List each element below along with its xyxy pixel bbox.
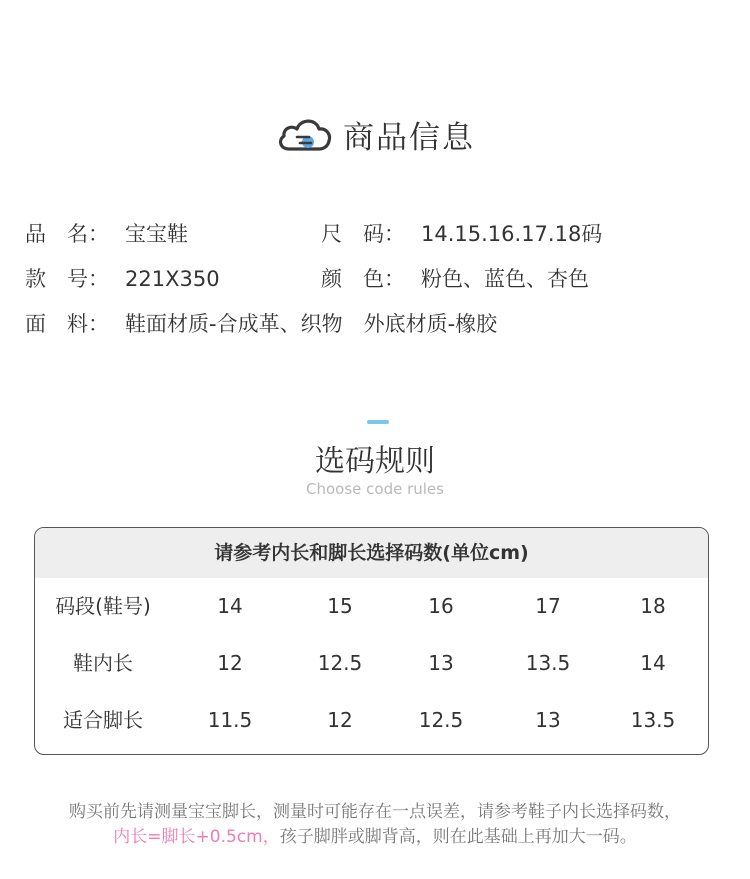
table-row — [35, 635, 708, 692]
table-cell: 12.5 — [317, 651, 363, 675]
size-table — [34, 527, 709, 755]
table-cell: 15 — [327, 594, 353, 618]
row-label: 码段(鞋号) — [55, 594, 151, 618]
size-field — [321, 220, 602, 248]
color-label: 颜 色： — [321, 267, 405, 291]
style-value: 221X350 — [125, 267, 220, 291]
table-cell: 17 — [535, 594, 561, 618]
table-row — [35, 692, 708, 749]
section-subtitle: Choose code rules — [306, 480, 444, 498]
name-value: 宝宝鞋 — [125, 222, 188, 246]
table-cell: 12.5 — [418, 708, 464, 732]
page-title: 商品信息 — [343, 120, 475, 156]
table-cell: 13.5 — [525, 651, 571, 675]
accent-bar — [367, 420, 389, 424]
inner-length-formula: 内长=脚长+0.5cm， — [113, 827, 280, 847]
info-row-material — [25, 310, 497, 338]
size-value: 14.15.16.17.18码 — [421, 222, 603, 246]
table-cell: 13 — [535, 708, 561, 732]
row-label: 鞋内长 — [73, 651, 133, 675]
measure-note-rest: 孩子脚胖或脚背高，则在此基础上再加大一码。 — [279, 827, 637, 847]
measure-note-line2 — [0, 822, 750, 847]
color-field — [321, 265, 589, 293]
table-cell: 14 — [217, 594, 243, 618]
table-cell: 18 — [640, 594, 666, 618]
material-label: 面 料： — [25, 312, 109, 336]
table-cell: 13 — [428, 651, 454, 675]
table-cell: 14 — [640, 651, 666, 675]
row-label: 适合脚长 — [63, 708, 143, 732]
table-cell: 13.5 — [630, 708, 676, 732]
cloud-icon — [275, 115, 333, 155]
table-cell: 11.5 — [207, 708, 253, 732]
color-value: 粉色、蓝色、杏色 — [421, 267, 589, 291]
style-label: 款 号： — [25, 267, 109, 291]
table-cell: 12 — [217, 651, 243, 675]
section-title: 选码规则 — [315, 444, 435, 479]
product-info-header — [0, 112, 750, 157]
info-row-name-size — [25, 220, 603, 248]
info-row-style-color — [25, 265, 589, 293]
name-label: 品 名： — [25, 222, 109, 246]
size-table-caption: 请参考内长和脚长选择码数(单位cm) — [35, 528, 708, 578]
material-value: 鞋面材质-合成革、织物 外底材质-橡胶 — [125, 312, 498, 336]
table-cell: 16 — [428, 594, 454, 618]
table-row — [35, 578, 708, 635]
table-cell: 12 — [327, 708, 353, 732]
size-label: 尺 码： — [321, 222, 405, 246]
measure-note-line1: 购买前先请测量宝宝脚长，测量时可能存在一点误差，请参考鞋子内长选择码数， — [69, 802, 681, 822]
